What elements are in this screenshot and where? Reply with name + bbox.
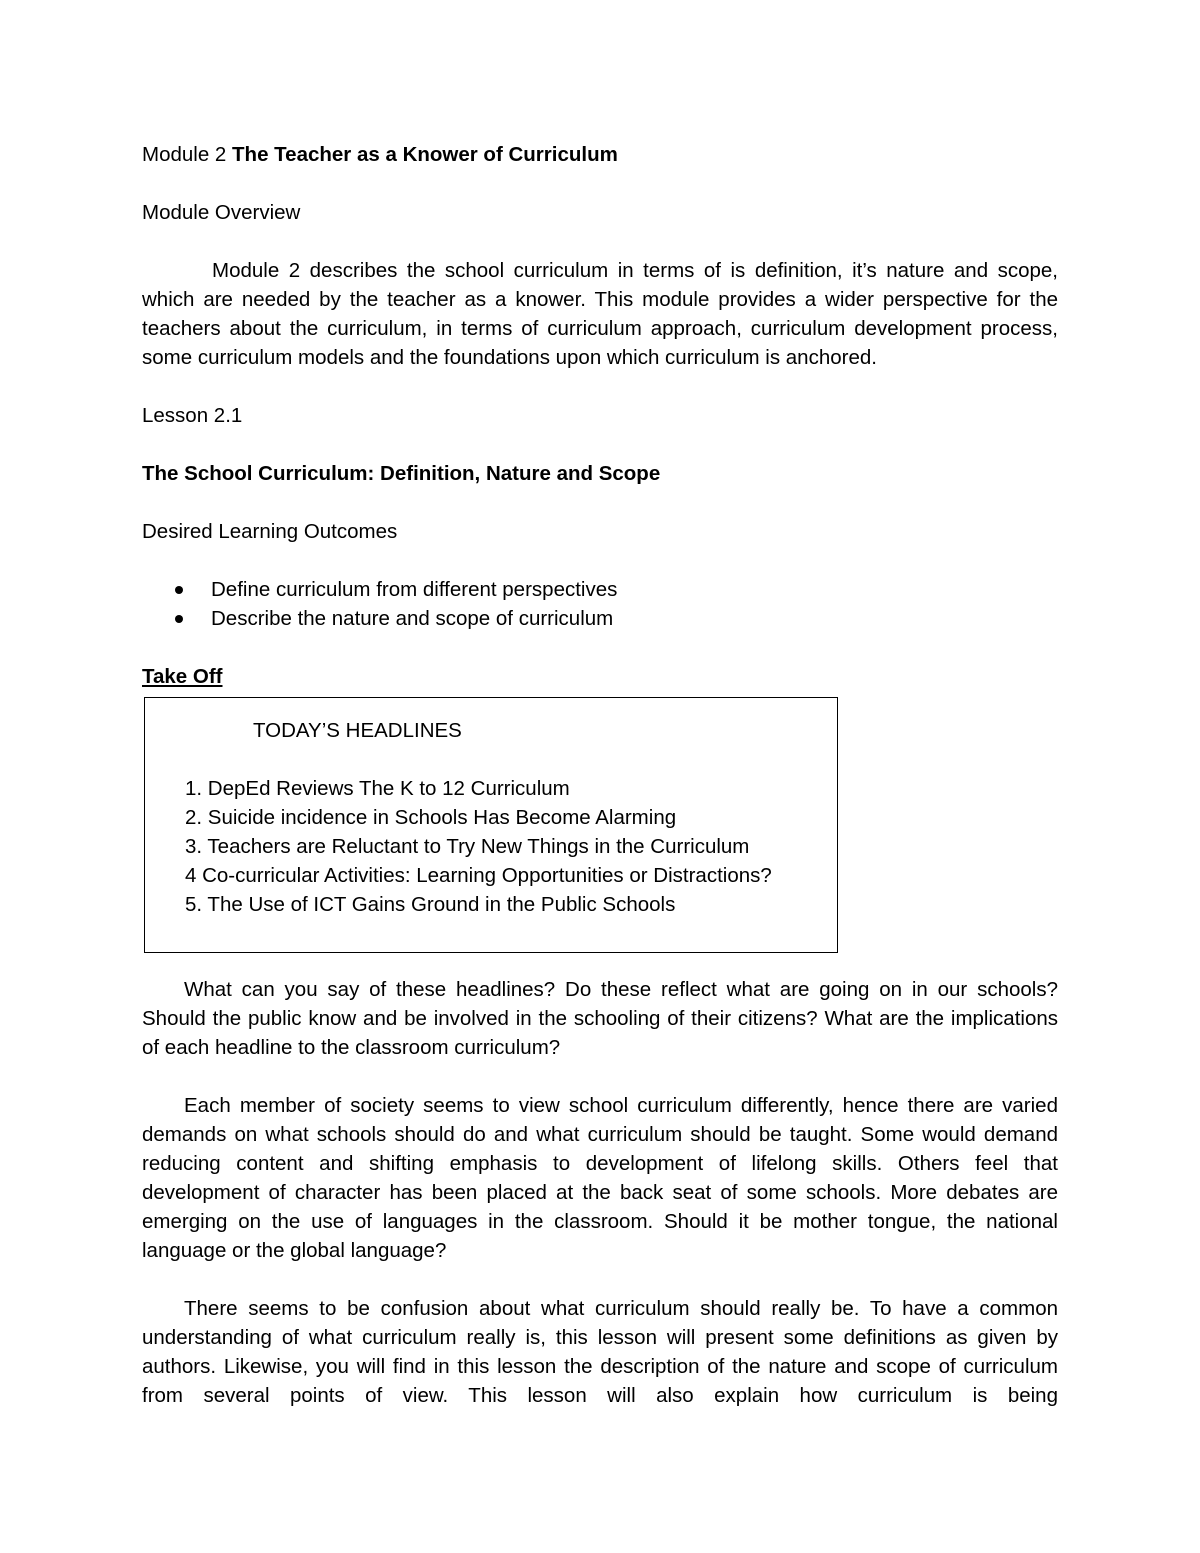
headlines-title: TODAY’S HEADLINES — [253, 719, 462, 742]
module-overview-heading: Module Overview — [142, 201, 301, 224]
bullet-icon — [175, 586, 183, 594]
paragraph: There seems to be confusion about what curriculum should really be. To have a common understanding of what curriculum really is, this lesson will present some definitions as given by authors. Likewise, you will find in this lesson the description of the nature and scope of curriculum from several points of view. This lesson will also explain how curriculum is being — [142, 1297, 1058, 1407]
headlines-list — [185, 774, 772, 919]
list-item: Define curriculum from different perspectives — [142, 575, 1058, 604]
document-body — [142, 140, 1058, 691]
paragraph: What can you say of these headlines? Do these reflect what are going on in our schools? Should the public know and be involved in the schooling of their citizens? What are the implications of each headline to the classroom curriculum? — [142, 978, 1058, 1059]
outcomes-heading: Desired Learning Outcomes — [142, 520, 398, 543]
module-overview-text: Module 2 describes the school curriculum in terms of is definition, it’s nature and scope, which are needed by the teacher as a knower. This module provides a wider perspective for the teachers about the curriculum, in terms of curriculum approach, curriculum development process, some curriculum models and the foundations upon which curriculum is anchored. — [142, 259, 1058, 369]
list-item: Describe the nature and scope of curriculum — [142, 604, 1058, 633]
headline-item: 2. Suicide incidence in Schools Has Become Alarming — [185, 806, 677, 829]
module-title — [142, 140, 1058, 169]
lesson-title: The School Curriculum: Definition, Nature and Scope — [142, 462, 661, 485]
take-off-heading: Take Off — [142, 665, 223, 688]
headlines-box — [144, 697, 838, 953]
lesson-label: Lesson 2.1 — [142, 404, 243, 427]
discussion-section — [142, 975, 1058, 1410]
module-title-prefix: Module 2 — [142, 143, 233, 166]
headline-item: 4 Co-curricular Activities: Learning Opportunities or Distractions? — [185, 864, 772, 887]
headline-item: 3. Teachers are Reluctant to Try New Things in the Curriculum — [185, 835, 750, 858]
outcomes-list — [142, 575, 1058, 633]
headline-item: 1. DepEd Reviews The K to 12 Curriculum — [185, 777, 570, 800]
paragraph: Each member of society seems to view school curriculum differently, hence there are varied demands on what schools should do and what curriculum should be taught. Some would demand reducing content and shifting emphasis to development of lifelong skills. Others feel that development of character has been placed at the back seat of some schools. More debates are emerging on the use of languages in the classroom. Should it be mother tongue, the national language or the global language? — [142, 1094, 1058, 1262]
bullet-icon — [175, 615, 183, 623]
module-title-bold: The Teacher as a Knower of Curriculum — [232, 143, 618, 166]
headline-item: 5. The Use of ICT Gains Ground in the Public Schools — [185, 893, 676, 916]
